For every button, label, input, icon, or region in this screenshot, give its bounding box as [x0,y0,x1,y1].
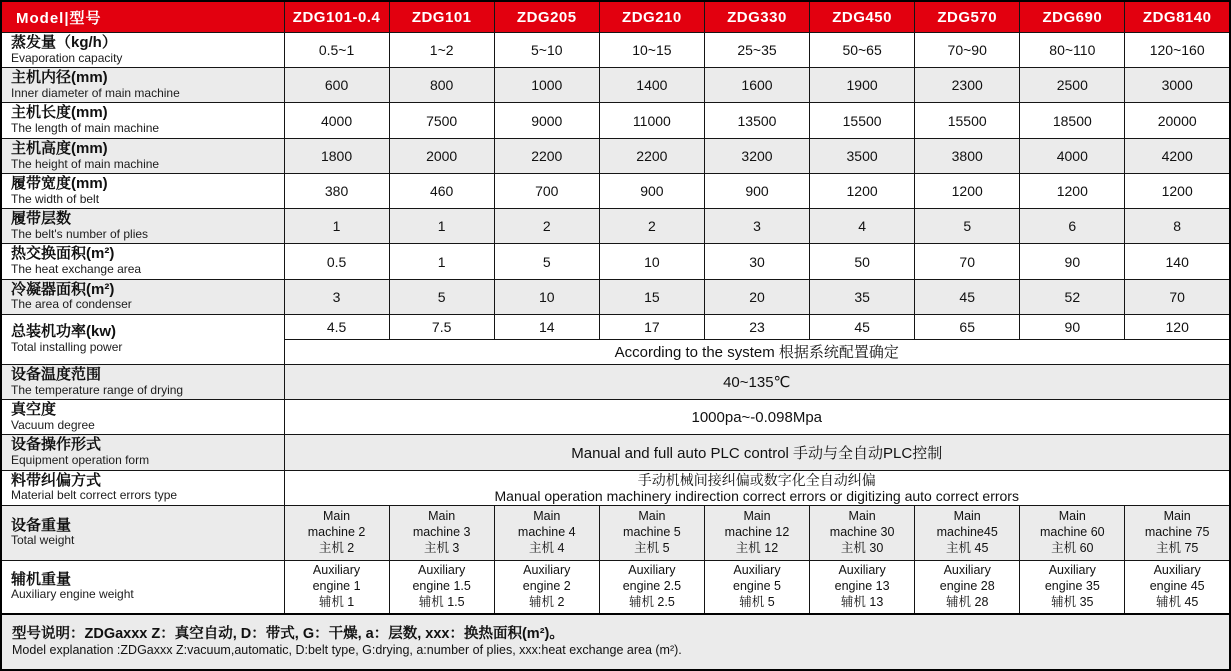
weight-value-line: 辅机 1 [318,594,355,609]
row-label-zh: 辅机重量 [11,570,72,588]
weight-value-line: Main [428,509,456,524]
spec-value-cell: 30 [704,244,809,279]
weight-value-cell [704,505,809,560]
spec-value-cell: 1900 [810,68,915,103]
spec-value-cell: 23 [704,314,809,339]
table-row [1,138,1230,173]
spec-value-cell: 380 [284,173,389,208]
weight-value-line: Auxiliary [943,563,991,578]
row-label-en: The length of main machine [11,121,160,136]
weight-value-line: 主机 75 [1155,540,1199,555]
row-label-zh: 真空度 [11,401,57,419]
spec-value-cell: 7500 [389,103,494,138]
weight-value-line: 主机 12 [735,540,779,555]
weight-value-line: machine 30 [829,525,895,539]
row-label-en: Material belt correct errors type [11,488,178,503]
spec-value-cell: 3500 [810,138,915,173]
weight-value-cell [1125,505,1230,560]
spec-value-cell: 14 [494,314,599,339]
table-row [1,470,1230,505]
spec-value-cell: 45 [915,279,1020,314]
row-label-cell [1,33,284,68]
spec-value-cell: 9000 [494,103,599,138]
spec-value-cell: 70~90 [915,33,1020,68]
spec-value-cell: 2500 [1020,68,1125,103]
spec-value-cell: 3800 [915,138,1020,173]
weight-value-line: engine 2.5 [622,579,682,593]
row-label-zh: 主机长度(mm) [11,104,108,122]
row-label-cell [1,279,284,314]
weight-value-cell [810,505,915,560]
weight-value-line: Main [848,509,876,524]
row-label-zh: 设备操作形式 [11,436,102,454]
spec-value-cell: 800 [389,68,494,103]
weight-value-line: engine 13 [834,579,890,593]
spec-value-cell: 35 [810,279,915,314]
spanning-value-line-zh: 手动机械间接纠偏或数字化全自动纠偏 [637,471,876,488]
row-label-zh: 履带宽度(mm) [11,174,108,192]
row-label-cell [1,505,284,560]
spanning-value-cell: 40~135℃ [284,364,1230,399]
row-label-cell [1,68,284,103]
row-label-zh: 主机内径(mm) [11,69,108,87]
spec-value-cell: 900 [704,173,809,208]
spec-value-cell: 460 [389,173,494,208]
spec-value-cell: 1000 [494,68,599,103]
spec-value-cell: 20 [704,279,809,314]
row-label-cell [1,103,284,138]
spec-value-cell: 15500 [915,103,1020,138]
row-label-en: Vacuum degree [11,417,95,432]
table-row [1,560,1230,614]
weight-value-line: 主机 3 [423,540,460,555]
weight-value-cell [284,560,389,614]
spec-value-cell: 4000 [1020,138,1125,173]
spec-value-cell: 1 [389,209,494,244]
spec-value-cell: 2200 [599,138,704,173]
row-label-zh: 主机高度(mm) [11,139,108,157]
row-label-cell [1,244,284,279]
spec-value-cell: 5~10 [494,33,599,68]
spec-value-cell: 3000 [1125,68,1230,103]
weight-value-line: Auxiliary [733,563,781,578]
weight-value-line: Auxiliary [628,563,676,578]
table-row [1,505,1230,560]
weight-value-line: machine 2 [307,525,366,539]
spanning-value-line-en: Manual operation machinery indirection correct errors or digitizing auto correct errors [494,487,1019,504]
weight-value-line: machine 3 [412,525,471,539]
weight-value-line: 辅机 45 [1155,594,1199,609]
spec-value-cell: 8 [1125,209,1230,244]
spec-value-cell: 4.5 [284,314,389,339]
spec-value-cell: 10 [494,279,599,314]
weight-value-line: engine 1.5 [412,579,471,593]
spec-value-cell: 20000 [1125,103,1230,138]
model-header-cell: ZDG8140 [1125,1,1230,33]
spec-value-cell: 90 [1020,244,1125,279]
spec-value-cell: 90 [1020,314,1125,339]
table-row [1,68,1230,103]
row-label-zh: 热交换面积(m²) [11,245,115,263]
spec-value-cell: 50 [810,244,915,279]
row-label-cell [1,400,284,435]
weight-value-line: 主机 45 [946,540,989,555]
spec-value-cell: 6 [1020,209,1125,244]
weight-value-cell [1020,560,1125,614]
weight-value-line: Main [638,509,666,524]
row-label-cell [1,314,284,364]
weight-value-line: machine 60 [1040,525,1105,539]
row-label-cell [1,138,284,173]
model-explanation-en: Model explanation :ZDGaxxx Z:vacuum,automatic, D:belt type, G:drying, a:number of plies, xxx:heat exchange area (m²). [12,643,682,658]
weight-value-line: machine 4 [517,525,576,539]
weight-value-cell [494,505,599,560]
row-label-cell [1,560,284,614]
weight-value-line: Main [533,509,561,524]
spec-value-cell: 7.5 [389,314,494,339]
spec-value-cell: 5 [494,244,599,279]
spec-value-cell: 50~65 [810,33,915,68]
spec-value-cell: 52 [1020,279,1125,314]
spec-value-cell: 1200 [810,173,915,208]
table-row [1,244,1230,279]
spec-value-cell: 1200 [915,173,1020,208]
spanning-value-cell: Manual and full auto PLC control 手动与全自动PLC控制 [284,435,1230,470]
row-label-cell [1,364,284,399]
weight-value-cell [1125,560,1230,614]
spec-value-cell: 900 [599,173,704,208]
spec-value-cell: 18500 [1020,103,1125,138]
spec-value-cell: 4200 [1125,138,1230,173]
spec-value-cell: 120~160 [1125,33,1230,68]
spec-value-cell: 700 [494,173,599,208]
weight-value-line: 辅机 1.5 [418,594,465,609]
weight-value-line: Main [953,509,981,524]
footer-row [1,614,1230,670]
spec-value-cell: 65 [915,314,1020,339]
row-label-en: The height of main machine [11,156,160,171]
model-header-cell: ZDG101-0.4 [284,1,389,33]
spec-value-cell: 3 [284,279,389,314]
weight-value-cell [704,560,809,614]
row-label-en: Auxiliary engine weight [11,587,134,602]
spec-value-cell: 15 [599,279,704,314]
spec-value-cell: 1200 [1125,173,1230,208]
weight-value-line: machine 12 [724,525,790,539]
table-row [1,364,1230,399]
model-header-cell: ZDG210 [599,1,704,33]
table-row [1,400,1230,435]
row-label-en: Total installing power [11,340,123,355]
spec-value-cell: 1400 [599,68,704,103]
weight-value-cell [389,560,494,614]
row-label-en: The width of belt [11,191,100,206]
table-row [1,279,1230,314]
weight-value-line: Main [743,509,771,524]
spec-value-cell: 17 [599,314,704,339]
spanning-value-cell: 1000pa~-0.098Mpa [284,400,1230,435]
weight-value-line: Auxiliary [418,563,466,578]
weight-value-line: 辅机 2 [529,594,565,609]
weight-value-cell [915,560,1020,614]
table-row [1,33,1230,68]
spec-value-cell: 80~110 [1020,33,1125,68]
table-row [1,209,1230,244]
row-label-en: Inner diameter of main machine [11,86,180,101]
weight-value-line: machine45 [936,525,998,539]
weight-value-line: 辅机 28 [946,594,989,609]
row-label-en: Total weight [11,533,75,548]
weight-value-cell [494,560,599,614]
weight-value-line: engine 2 [522,579,571,593]
row-label-en: The belt's number of plies [11,226,149,241]
weight-value-line: engine 45 [1149,579,1205,593]
weight-value-cell [599,505,704,560]
weight-value-line: 主机 5 [634,540,670,555]
spec-value-cell: 3200 [704,138,809,173]
spec-value-cell: 4 [810,209,915,244]
model-header-cell: ZDG205 [494,1,599,33]
spec-value-cell: 1~2 [389,33,494,68]
weight-value-line: 辅机 35 [1051,594,1094,609]
table-row [1,103,1230,138]
weight-value-line: engine 28 [939,579,995,593]
spec-value-cell: 70 [915,244,1020,279]
spec-value-cell: 45 [810,314,915,339]
weight-value-cell [284,505,389,560]
model-column-label: Model|型号 [1,1,284,33]
weight-value-cell [599,560,704,614]
spec-value-cell: 120 [1125,314,1230,339]
weight-value-line: 主机 2 [318,540,355,555]
row-label-en: The heat exchange area [11,262,142,277]
weight-value-line: 辅机 5 [739,594,775,609]
weight-value-line: Auxiliary [1048,563,1096,578]
weight-value-line: Auxiliary [312,563,361,578]
table-row [1,435,1230,470]
model-explanation-zh: 型号说明：ZDGaxxx Z：真空自动, D：带式, G：干燥, a：层数, xxx：换热面积(m²)。 [12,625,564,642]
row-label-zh: 蒸发量（kg/h） [11,34,117,51]
spec-value-cell: 15500 [810,103,915,138]
weight-value-line: 辅机 2.5 [628,594,675,609]
weight-value-line: Auxiliary [838,563,886,578]
spec-value-cell: 25~35 [704,33,809,68]
model-header-cell: ZDG690 [1020,1,1125,33]
spanning-value-cell [284,470,1230,505]
spec-value-cell: 5 [389,279,494,314]
weight-value-line: machine 5 [623,525,681,539]
row-label-en: Evaporation capacity [11,50,123,65]
row-label-zh: 冷凝器面积(m²) [11,280,115,298]
spanning-note-cell: According to the system 根据系统配置确定 [284,339,1230,364]
weight-value-line: Main [1163,509,1191,524]
spec-value-cell: 140 [1125,244,1230,279]
weight-value-cell [810,560,915,614]
weight-value-line: 主机 60 [1051,540,1094,555]
spec-value-cell: 10 [599,244,704,279]
row-label-zh: 设备重量 [11,516,72,534]
model-header-cell: ZDG570 [915,1,1020,33]
table-row [1,314,1230,339]
row-label-zh: 履带层数 [11,210,72,228]
spec-value-cell: 1200 [1020,173,1125,208]
table-row [1,173,1230,208]
spec-value-cell: 13500 [704,103,809,138]
spec-value-cell: 1 [389,244,494,279]
spec-value-cell: 5 [915,209,1020,244]
row-label-zh: 总装机功率(kw) [11,323,117,341]
spec-value-cell: 4000 [284,103,389,138]
spec-value-cell: 1 [284,209,389,244]
spec-value-cell: 2200 [494,138,599,173]
spec-value-cell: 1800 [284,138,389,173]
weight-value-line: 辅机 13 [840,594,884,609]
spec-value-cell: 10~15 [599,33,704,68]
row-label-cell [1,470,284,505]
spec-value-cell: 2300 [915,68,1020,103]
weight-value-line: machine 75 [1144,525,1210,539]
spec-value-cell: 0.5 [284,244,389,279]
spec-value-cell: 2 [494,209,599,244]
model-header-cell: ZDG450 [810,1,915,33]
weight-value-line: engine 35 [1044,579,1100,593]
spec-value-cell: 11000 [599,103,704,138]
row-label-cell [1,435,284,470]
row-label-en: The temperature range of drying [11,382,184,397]
model-header-cell: ZDG101 [389,1,494,33]
spec-value-cell: 2 [599,209,704,244]
spec-value-cell: 1600 [704,68,809,103]
spec-value-cell: 0.5~1 [284,33,389,68]
spec-value-cell: 70 [1125,279,1230,314]
row-label-en: Equipment operation form [11,453,150,468]
spec-value-cell: 3 [704,209,809,244]
spec-value-cell: 2000 [389,138,494,173]
model-header-cell: ZDG330 [704,1,809,33]
weight-value-line: engine 1 [312,579,361,593]
row-label-cell [1,173,284,208]
model-explanation-cell [1,614,1230,670]
weight-value-line: engine 5 [733,579,781,593]
spec-value-cell: 600 [284,68,389,103]
weight-value-cell [915,505,1020,560]
row-label-zh: 设备温度范围 [11,365,102,383]
model-header-row [1,1,1230,33]
row-label-en: The area of condenser [11,297,132,312]
weight-value-line: Auxiliary [523,563,571,578]
weight-value-cell [1020,505,1125,560]
weight-value-line: Main [323,509,351,524]
weight-value-line: 主机 30 [840,540,884,555]
weight-value-line: Main [1058,509,1086,524]
weight-value-cell [389,505,494,560]
weight-value-line: Auxiliary [1153,563,1201,578]
weight-value-line: 主机 4 [529,540,565,555]
row-label-zh: 料带纠偏方式 [11,471,102,489]
row-label-cell [1,209,284,244]
